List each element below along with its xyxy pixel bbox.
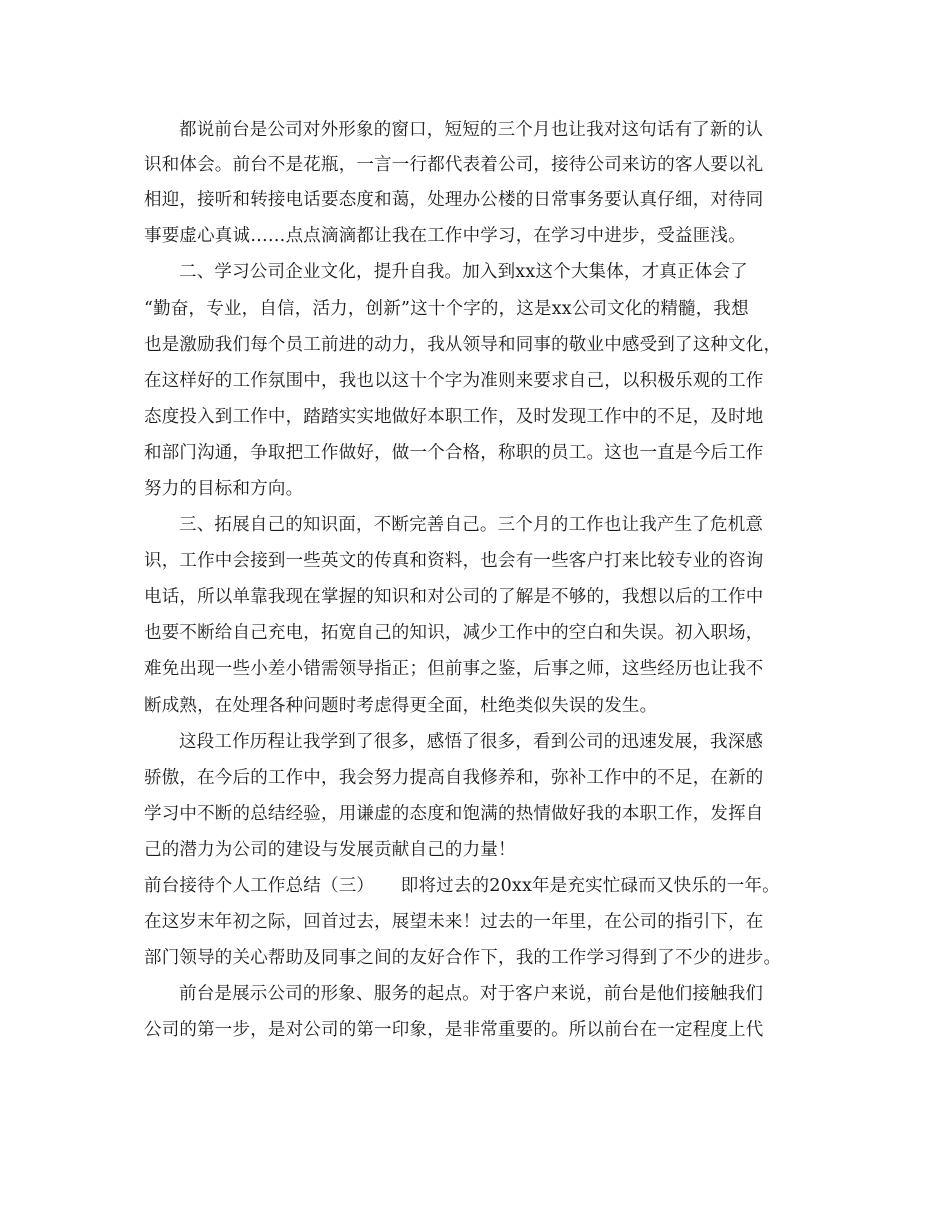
paragraph-line: 学习中不断的总结经验，用谦虚的态度和饱满的热情做好我的本职工作，发挥自: [144, 804, 764, 824]
paragraph-line: 都说前台是公司对外形象的窗口，短短的三个月也让我对这句话有了新的认: [179, 120, 764, 140]
paragraph-line: 事要虚心真诚……点点滴滴都让我在工作中学习，在学习中进步，受益匪浅。: [144, 226, 746, 246]
paragraph-line: “勤奋，专业，自信，活力，创新”这十个字的，这是xx公司文化的精髓，我想: [144, 299, 749, 319]
paragraph-line: 努力的目标和方向。: [144, 479, 304, 499]
paragraph-line: 骄傲，在今后的工作中，我会努力提高自我修养和，弥补工作中的不足，在新的: [144, 768, 764, 788]
paragraph-line: 难免出现一些小差小错需领导指正；但前事之鉴，后事之师，这些经历也让我不: [144, 659, 764, 679]
paragraph-line: 二、学习公司企业文化，提升自我。加入到xx这个大集体，才真正体会了: [179, 262, 748, 282]
paragraph-line: 己的潜力为公司的建设与发展贡献自己的力量！: [144, 840, 516, 860]
paragraph-line: 在这样好的工作氛围中，我也以这十个字为准则来要求自己，以积极乐观的工作: [144, 371, 764, 391]
paragraph-line: 前台是展示公司的形象、服务的起点。对于客户来说，前台是他们接触我们: [179, 984, 764, 1004]
paragraph-line: 公司的第一步，是对公司的第一印象，是非常重要的。所以前台在一定程度上代: [144, 1020, 764, 1040]
paragraph-line: 三、拓展自己的知识面，不断完善自己。三个月的工作也让我产生了危机意: [179, 515, 764, 535]
paragraph-line: 也是激励我们每个员工前进的动力，我从领导和同事的敬业中感受到了这种文化，: [144, 335, 782, 355]
paragraph-line: 断成熟，在处理各种问题时考虑得更全面，杜绝类似失误的发生。: [144, 696, 658, 716]
paragraph-line: 在这岁末年初之际，回首过去，展望未来！过去的一年里，在公司的指引下，在: [144, 912, 764, 932]
paragraph-line: 这段工作历程让我学到了很多，感悟了很多，看到公司的迅速发展，我深感: [179, 732, 764, 752]
paragraph-line: 也要不断给自己充电，拓宽自己的知识，减少工作中的空白和失误。初入职场，: [144, 623, 764, 643]
paragraph-line: 识，工作中会接到一些英文的传真和资料，也会有一些客户打来比较专业的咨询: [144, 551, 764, 571]
section-heading-line: 前台接待个人工作总结（三） 即将过去的20xx年是充实忙碌而又快乐的一年。: [144, 876, 780, 896]
paragraph-line: 部门领导的关心帮助及同事之间的友好合作下，我的工作学习得到了不少的进步。: [144, 948, 782, 968]
paragraph-line: 态度投入到工作中，踏踏实实地做好本职工作，及时发现工作中的不足，及时地: [144, 407, 764, 427]
paragraph-line: 和部门沟通，争取把工作做好，做一个合格，称职的员工。这也一直是今后工作: [144, 443, 764, 463]
paragraph-line: 电话，所以单靠我现在掌握的知识和对公司的了解是不够的，我想以后的工作中: [144, 587, 764, 607]
paragraph-line: 识和体会。前台不是花瓶，一言一行都代表着公司，接待公司来访的客人要以礼: [144, 155, 764, 175]
paragraph-line: 相迎，接听和转接电话要态度和蔼，处理办公楼的日常事务要认真仔细，对待同: [144, 190, 764, 210]
